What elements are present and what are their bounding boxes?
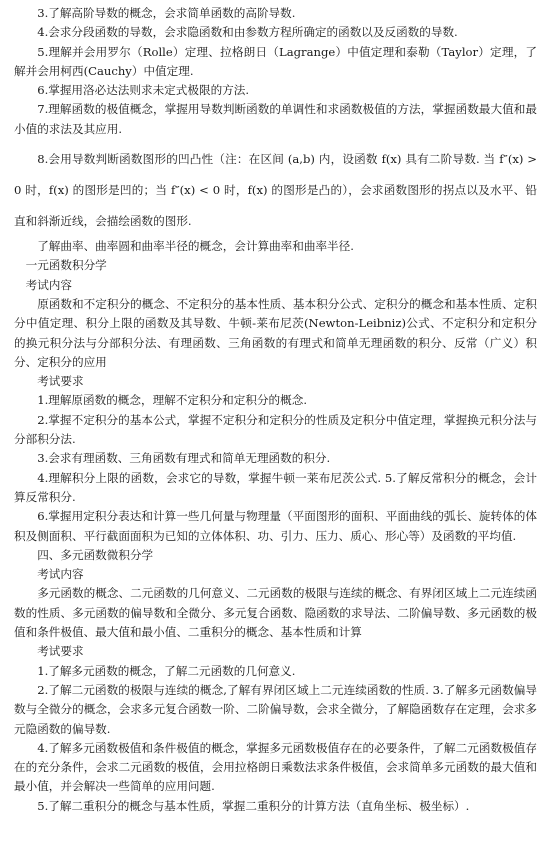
- paragraph: 原函数和不定积分的概念、不定积分的基本性质、基本积分公式、定积分的概念和基本性质、定积分中值定理、积分上限的函数及其导数、牛顿-莱布尼茨(Newton-Leibniz)公式、不定积分和定积分的换元积分法与分部积分法、有理函数、三角函数的有理式和简单无理函数的积分、反常（广义）积分、定积分的应用: [14, 296, 537, 369]
- paragraph: 1.了解多元函数的概念，了解二元函数的几何意义.: [37, 663, 296, 678]
- paragraph: 1.理解原函数的概念，理解不定积分和定积分的概念.: [37, 393, 307, 408]
- paragraph: 6.掌握用定积分表达和计算一些几何量与物理量（平面图形的面积、平面曲线的弧长、旋转体的体积及侧面积、平行截面面积为已知的立体体积、功、引力、压力、质心、形心等）及函数的平均值.: [14, 509, 537, 543]
- paragraph: 5.了解二重积分的概念与基本性质，掌握二重积分的计算方法（直角坐标、极坐标）.: [37, 798, 470, 813]
- paragraph: 5.理解并会用罗尔（Rolle）定理、拉格朗日（Lagrange）中值定理和泰勒（Taylor）定理，了解并会用柯西(Cauchy）中值定理.: [14, 44, 537, 78]
- subheading: 考试要求: [37, 374, 84, 389]
- paragraph: 了解曲率、曲率圆和曲率半径的概念，会计算曲率和曲率半径.: [37, 239, 354, 254]
- paragraph: 6.掌握用洛必达法则求未定式极限的方法.: [37, 83, 250, 98]
- paragraph: 3.会求有理函数、三角函数有理式和简单无理函数的积分.: [37, 451, 331, 466]
- paragraph: 2.了解二元函数的极限与连续的概念,了解有界闭区域上二元连续函数的性质. 3.了解多元函数偏导数与全微分的概念，会求多元复合函数一阶、二阶偏导数，会求全微分，了解隐函数存在定理，会求多元隐函数的偏导数.: [14, 682, 537, 736]
- paragraph: 2.掌握不定积分的基本公式，掌握不定积分和定积分的性质及定积分中值定理，掌握换元积分法与分部积分法.: [14, 412, 537, 447]
- subheading: 考试内容: [25, 277, 72, 292]
- paragraph: 4.会求分段函数的导数，会求隐函数和由参数方程所确定的函数以及反函数的导数.: [37, 25, 458, 40]
- paragraph: 4.了解多元函数极值和条件极值的概念，掌握多元函数极值存在的必要条件，了解二元函数极值存在的充分条件，会求二元函数的极值，会用拉格朗日乘数法求条件极值，会求简单多元函数的最大值和最小值，并会解决一些简单的应用问题.: [14, 740, 537, 794]
- paragraph: 7.理解函数的极值概念，掌握用导数判断函数的单调性和求函数极值的方法，掌握函数最大值和最小值的求法及其应用.: [14, 102, 537, 136]
- subheading: 考试要求: [37, 644, 84, 659]
- section-heading: 一元函数积分学: [25, 258, 107, 273]
- paragraph: 多元函数的概念、二元函数的几何意义、二元函数的极限与连续的概念、有界闭区域上二元连续函数的性质、多元函数的偏导数和全微分、多元复合函数、隐函数的求导法、二阶偏导数、多元函数的极值和条件极值、最大值和最小值、二重积分的概念、基本性质和计算: [14, 586, 537, 640]
- section-heading: 四、多元函数微积分学: [37, 547, 154, 562]
- paragraph-with-math: 8.会用导数判断函数图形的凹凸性（注：在区间 (a,b) 内，设函数 f(x) 具有二阶导数. 当 f″(x) > 0 时，f(x) 的图形是凹的；当 f″(x) < 0 时，f(x) 的图形是凸的），会求函数图形的拐点以及水平、铅直和斜渐近线，会描绘函数的图形.: [14, 152, 537, 229]
- paragraph: 4.理解积分上限的函数，会求它的导数，掌握牛顿一莱布尼茨公式. 5.了解反常积分的概念，会计算反常积分.: [14, 470, 537, 504]
- paragraph: 3.了解高阶导数的概念，会求简单函数的高阶导数.: [37, 6, 296, 20]
- subheading: 考试内容: [37, 567, 84, 582]
